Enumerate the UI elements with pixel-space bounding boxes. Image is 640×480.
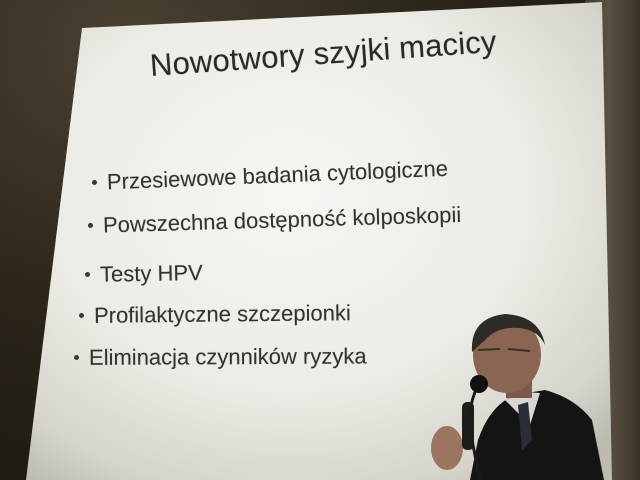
bullet-text: Testy HPV: [99, 259, 203, 287]
bullet-text: Przesiewowe badania cytologiczne: [106, 155, 449, 195]
microphone-head: [470, 375, 488, 393]
bullet-text: Eliminacja czynników ryzyka: [88, 343, 367, 370]
slide-title: Nowotwory szyjki macicy: [148, 23, 498, 83]
bullet-text: Profilaktyczne szczepionki: [93, 300, 351, 328]
speaker-suit: [470, 390, 604, 480]
bullet-text: Powszechna dostępność kolposkopii: [102, 201, 462, 238]
speaker-hand: [431, 426, 463, 470]
